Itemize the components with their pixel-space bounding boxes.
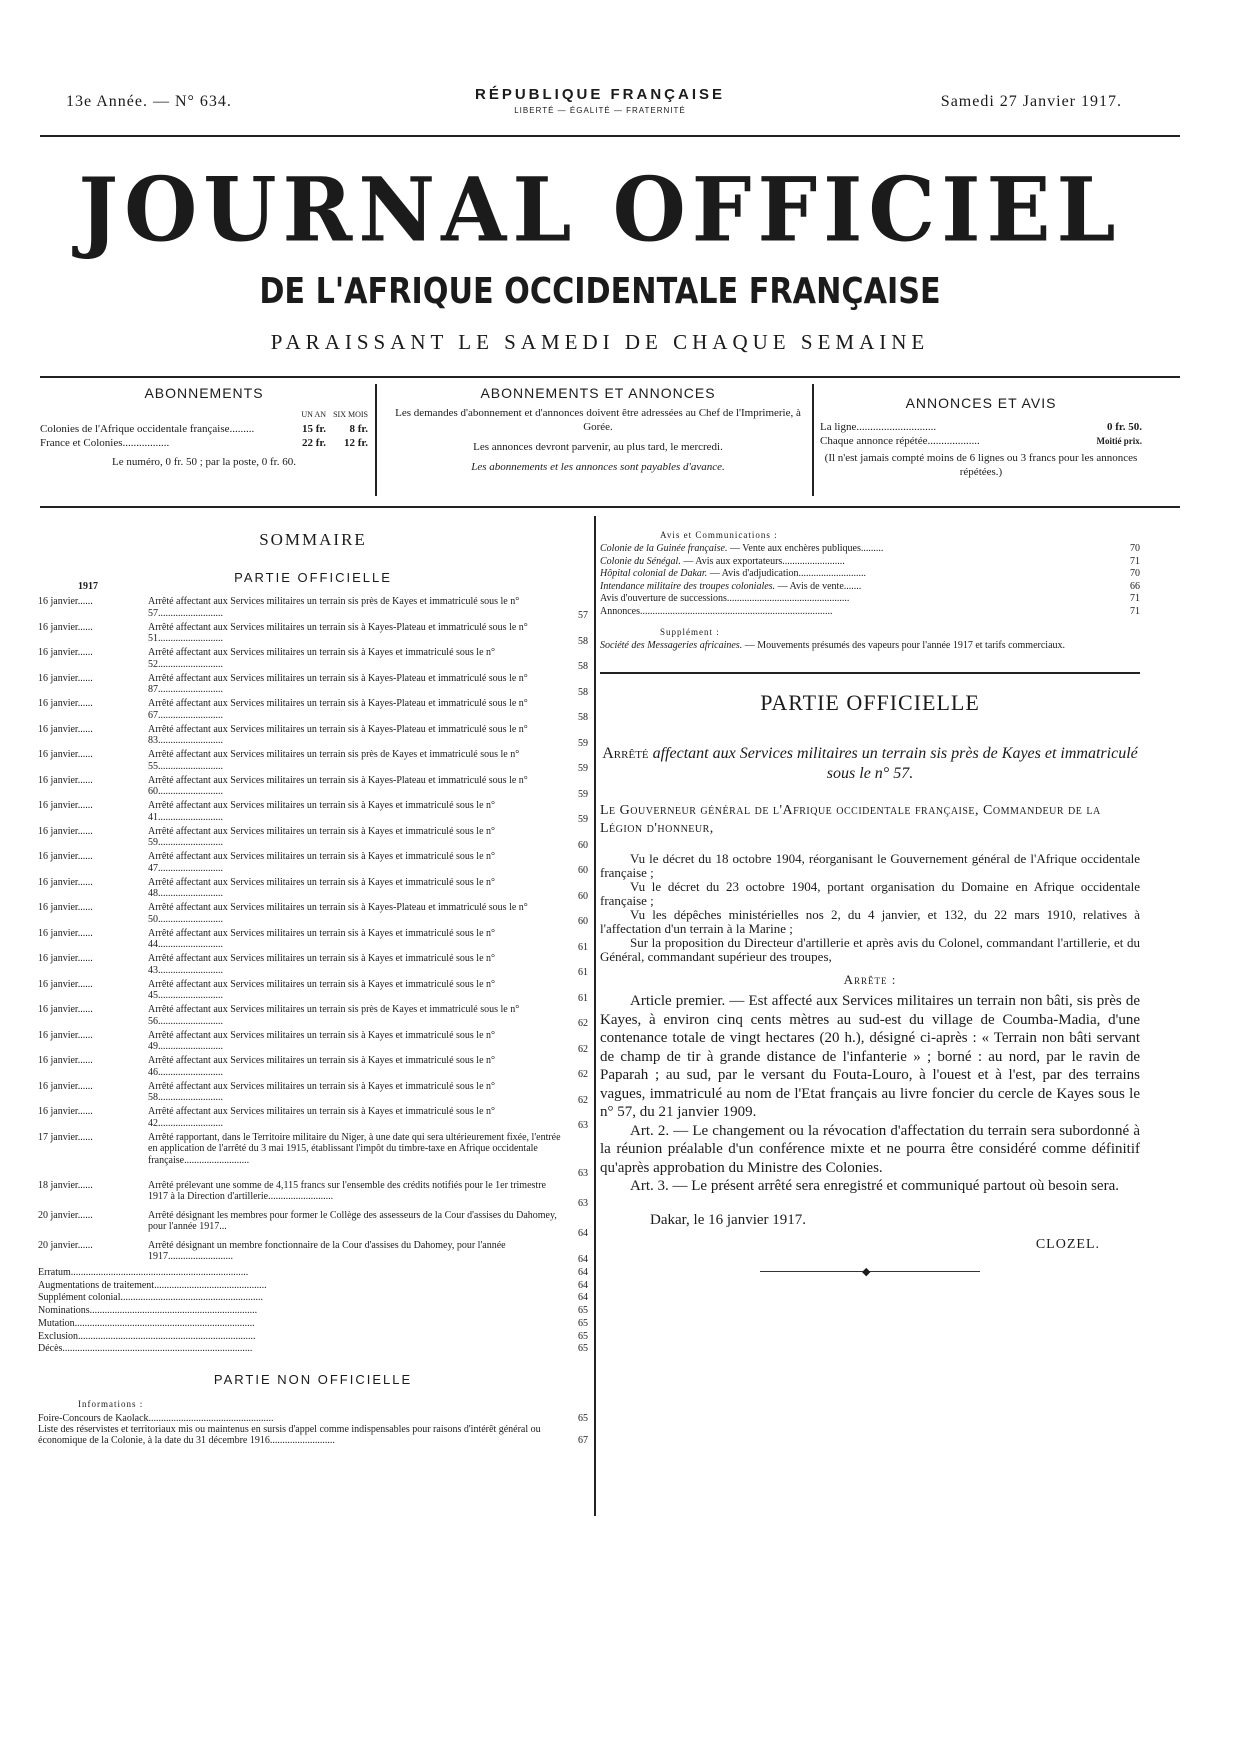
information-text: Liste des réservistes et territoriaux mis ou maintenus en sursis d'appel comme indispensables pour raisons d'intérêt général ou économique de la Colonie, à la date du 31 décembre 1916.......................... bbox=[38, 1423, 541, 1446]
sommaire-entry bbox=[38, 749, 588, 775]
sommaire-entry-text: Arrêté affectant aux Services militaires un terrain sis à Kayes et immatriculé sous le n° 43.......................... bbox=[148, 953, 496, 976]
sommaire-entry-text: Arrêté désignant les membres pour former le Collège des assesseurs de la Cour d'assises du Dahomey, pour l'année 1917... bbox=[148, 1209, 557, 1232]
sommaire-entry bbox=[38, 877, 588, 903]
sommaire-entry-date: 16 janvier...... bbox=[38, 851, 93, 862]
sommaire-entry bbox=[38, 1055, 588, 1081]
sommaire-entry bbox=[38, 1132, 588, 1180]
avis-entry bbox=[600, 568, 1140, 581]
sommaire-entry-text: Arrêté affectant aux Services militaires un terrain sis à Kayes-Plateau et immatriculé sous le n° 83.......................... bbox=[148, 723, 528, 746]
avis-entry-page: 71 bbox=[1130, 593, 1140, 605]
republic-heading: RÉPUBLIQUE FRANÇAISE bbox=[474, 86, 725, 103]
sommaire-entry bbox=[38, 928, 588, 954]
issue-price-note: Le numéro, 0 fr. 50 ; par la poste, 0 fr. 60. bbox=[112, 456, 296, 468]
ads-heading: ANNONCES ET AVIS bbox=[905, 395, 1057, 411]
sommaire-entry-page: 60 bbox=[578, 916, 588, 927]
avis-entry-page: 71 bbox=[1130, 605, 1140, 617]
sommaire-entry-text: Arrêté affectant aux Services militaires un terrain sis à Kayes et immatriculé sous le n° 41.......................... bbox=[148, 800, 496, 823]
sommaire-entry bbox=[38, 953, 588, 979]
sommaire-entry-page: 63 bbox=[578, 1198, 588, 1209]
sommaire-entry-date: 16 janvier...... bbox=[38, 1080, 93, 1092]
avis-entry-lead: Colonie de la Guinée française. bbox=[600, 543, 728, 554]
sommaire-entry bbox=[38, 673, 588, 699]
sommaire-entry-text: Arrêté rapportant, dans le Territoire militaire du Niger, à une date qui sera ultérieurement fixée, l'entrée en application de l'arrêté du 3 mai 1915, établissant l'impôt du timbre-taxe en Afrique occidentale française.......................... bbox=[148, 1131, 561, 1166]
sommaire-entry-page: 61 bbox=[578, 967, 588, 978]
sommaire-entry-page: 64 bbox=[578, 1228, 588, 1239]
sommaire-entry-date: 16 janvier...... bbox=[38, 647, 93, 658]
partie-officielle-title: PARTIE OFFICIELLE bbox=[760, 690, 980, 716]
sommaire-entry-date: 16 janvier...... bbox=[38, 876, 93, 888]
sommaire-entry-date: 16 janvier...... bbox=[38, 902, 93, 913]
article-3: Art. 3. — Le présent arrêté sera enregistré et communiqué partout où besoin sera. bbox=[630, 1178, 1119, 1195]
subscriptions-row-year-price: 22 fr. bbox=[301, 437, 326, 449]
sommaire-entry-text: Arrêté affectant aux Services militaires un terrain sis à Kayes et immatriculé sous le n° 52.......................... bbox=[148, 647, 496, 670]
sommaire-entry-text: Arrêté affectant aux Services militaires un terrain sis à Kayes-Plateau et immatriculé sous le n° 50.......................... bbox=[148, 902, 528, 925]
sommaire-entry bbox=[38, 1030, 588, 1056]
sommaire-entry-page: 62 bbox=[578, 1043, 588, 1055]
subscriptions-row-halfyear-price: 8 fr. bbox=[349, 423, 368, 435]
consideration: Vu les dépêches ministérielles nos 2, du 4 janvier, et 132, du 22 mars 1910, relatives à l'affectation d'un terrain à la Marine ; bbox=[600, 907, 1140, 937]
sommaire-entry-page: 60 bbox=[578, 890, 588, 902]
sommaire-entry bbox=[38, 902, 588, 928]
avis-entry bbox=[600, 593, 1140, 606]
sommaire-entry-page: 60 bbox=[578, 839, 588, 851]
sommaire-entry-date: 16 janvier...... bbox=[38, 800, 93, 811]
sommaire-misc-page: 65 bbox=[578, 1330, 588, 1342]
sommaire-entry-date: 16 janvier...... bbox=[38, 698, 93, 709]
information-page: 67 bbox=[578, 1434, 588, 1446]
sommaire-entry-text: Arrêté prélevant une somme de 4,115 francs sur l'ensemble des crédits notifiés pour le 1er trimestre 1917 à la Direction d'artillerie.......................... bbox=[148, 1179, 546, 1202]
sommaire-title: SOMMAIRE bbox=[259, 530, 367, 549]
sommaire-partie-non-officielle: PARTIE NON OFFICIELLE bbox=[213, 1371, 413, 1387]
sommaire-misc-page: 65 bbox=[578, 1343, 588, 1355]
sommaire-entry-date: 17 janvier...... bbox=[38, 1131, 93, 1143]
sommaire-entry-page: 61 bbox=[578, 992, 588, 1004]
sommaire-entry bbox=[38, 596, 588, 622]
sommaire-entry-text: Arrêté affectant aux Services militaires un terrain sis à Kayes et immatriculé sous le n° 45.......................... bbox=[148, 978, 496, 1001]
subscriptions-row-year-price: 15 fr. bbox=[301, 423, 326, 435]
sommaire-entry-page: 58 bbox=[578, 661, 588, 672]
sommaire-entry-date: 16 janvier...... bbox=[38, 1055, 93, 1066]
supplement-entry bbox=[600, 640, 1140, 653]
sommaire-misc-page: 64 bbox=[578, 1279, 588, 1291]
ads-box bbox=[820, 386, 1142, 496]
sommaire-entry-date: 16 janvier...... bbox=[38, 1106, 93, 1117]
sommaire-entry-text: Arrêté affectant aux Services militaires un terrain sis à Kayes et immatriculé sous le n° 49.......................... bbox=[148, 1029, 496, 1052]
sommaire-entry-text: Arrêté affectant aux Services militaires un terrain sis à Kayes-Plateau et immatriculé sous le n° 87.......................... bbox=[148, 672, 528, 695]
sommaire-entry-date: 16 janvier...... bbox=[38, 1029, 93, 1041]
avis-entry-lead: Hôpital colonial de Dakar. bbox=[600, 568, 708, 580]
sommaire-year: 1917 bbox=[78, 581, 98, 592]
sommaire-entry-page: 58 bbox=[578, 712, 588, 723]
republic-motto: LIBERTÉ — ÉGALITÉ — FRATERNITÉ bbox=[514, 106, 686, 115]
issue-number: 13e Année. — N° 634. bbox=[66, 93, 232, 110]
sommaire-entry bbox=[38, 979, 588, 1005]
signature: CLOZEL. bbox=[1035, 1236, 1100, 1252]
sommaire-entry-text: Arrêté affectant aux Services militaires un terrain sis à Kayes-Plateau et immatriculé sous le n° 60.......................... bbox=[148, 774, 528, 797]
sommaire-misc-entry bbox=[38, 1280, 588, 1293]
sommaire-entry bbox=[38, 1210, 588, 1240]
sommaire-misc-text: Supplément colonial......................................................... bbox=[38, 1292, 263, 1304]
sommaire-entry bbox=[38, 622, 588, 648]
ads-row-label: La ligne............................. bbox=[820, 421, 937, 433]
summary-rule bbox=[600, 672, 1140, 674]
avis-entry-page: 71 bbox=[1130, 555, 1140, 567]
sommaire-entry-text: Arrêté affectant aux Services militaires un terrain sis près de Kayes et immatriculé sous le n° 55.......................... bbox=[148, 749, 520, 772]
avis-entry-text: — Avis de vente....... bbox=[775, 580, 862, 592]
ornament-glyph: ◆ bbox=[862, 1264, 871, 1278]
sommaire-misc-entry bbox=[38, 1267, 588, 1280]
sommaire-misc-entry bbox=[38, 1343, 588, 1356]
informations-heading: Informations : bbox=[78, 1398, 144, 1409]
sommaire-entry bbox=[38, 1081, 588, 1107]
information-text: Foire-Concours de Kaolack.................................................. bbox=[38, 1412, 274, 1424]
sommaire-entry-date: 16 janvier...... bbox=[38, 1004, 93, 1015]
avis-entry-text: — Avis aux exportateurs......................... bbox=[680, 555, 845, 567]
sommaire-entry-text: Arrêté affectant aux Services militaires un terrain sis à Kayes et immatriculé sous le n° 47.......................... bbox=[148, 851, 496, 874]
consideration: Sur la proposition du Directeur d'artillerie et après avis du Colonel, commandant l'artillerie, et du Général, commandant supérieur des troupes, bbox=[600, 935, 1140, 965]
sommaire-entry-text: Arrêté affectant aux Services militaires un terrain sis à Kayes et immatriculé sous le n° 42.......................... bbox=[148, 1106, 496, 1129]
subscriptions-col-headers bbox=[40, 408, 368, 422]
governor-preamble: Le Gouverneur général de l'Afrique occidentale française, Commandeur de la Légion d'honneur, bbox=[600, 803, 1101, 837]
sommaire-entry-date: 16 janvier...... bbox=[38, 978, 93, 990]
avis-entry-text: Annonces............................................................................. bbox=[600, 605, 833, 617]
ads-row-label: Chaque annonce répétée................... bbox=[820, 435, 980, 447]
end-ornament bbox=[760, 1264, 980, 1280]
sommaire-entry-page: 59 bbox=[578, 763, 588, 774]
sommaire-misc-text: Augmentations de traitement............................................. bbox=[38, 1279, 267, 1291]
sommaire-entry bbox=[38, 775, 588, 801]
avis-entry bbox=[600, 581, 1140, 594]
sommaire-entry-date: 20 janvier...... bbox=[38, 1209, 93, 1221]
information-page: 65 bbox=[578, 1412, 588, 1424]
article-2: Art. 2. — Le changement ou la révocation d'affectation du terrain sera subordonné à la réunion préalable d'un conférence mixte et ne pourra être considéré comme définitif qu'après approbation du Ministre des Colonies. bbox=[600, 1122, 1140, 1176]
sommaire-entry bbox=[38, 826, 588, 852]
sommaire-entry bbox=[38, 698, 588, 724]
sommaire-entry-page: 63 bbox=[578, 1120, 588, 1131]
avis-entry-text-wrap bbox=[600, 556, 1110, 569]
sommaire-entry-text: Arrêté affectant aux Services militaires un terrain sis près de Kayes et immatriculé sous le n° 57.......................... bbox=[148, 596, 520, 619]
avis-entry-text-wrap bbox=[600, 543, 1110, 556]
ads-row-repeat bbox=[820, 434, 1142, 448]
sommaire-entry-text: Arrêté affectant aux Services militaires un terrain sis à Kayes et immatriculé sous le n° 46.......................... bbox=[148, 1055, 496, 1078]
sommaire-entry-date: 16 janvier...... bbox=[38, 774, 93, 786]
box-divider bbox=[375, 384, 377, 496]
subscriptions-row-halfyear-price: 12 fr. bbox=[343, 437, 368, 449]
sommaire-column bbox=[38, 526, 588, 1446]
avis-heading: Avis et Communications : bbox=[660, 530, 778, 540]
box-divider bbox=[812, 384, 814, 496]
avis-entry-text-wrap bbox=[600, 568, 1110, 581]
sommaire-entry-date: 16 janvier...... bbox=[38, 596, 93, 607]
sommaire-entry-date: 18 janvier...... bbox=[38, 1179, 93, 1191]
avis-entry-page: 66 bbox=[1130, 580, 1140, 592]
subscriptions-row-label: France et Colonies................. bbox=[40, 437, 170, 449]
avis-entry-text-wrap bbox=[600, 606, 1110, 619]
sommaire-misc-text: Exclusion....................................................................... bbox=[38, 1330, 256, 1342]
subscriptions-row-label: Colonies de l'Afrique occidentale française......... bbox=[40, 423, 255, 435]
avis-entry-lead: Intendance militaire des troupes coloniales. bbox=[600, 580, 776, 592]
arrete-title-lead: Arrêté bbox=[602, 745, 649, 763]
ads-row-value: Moitié prix. bbox=[1096, 436, 1142, 446]
subscriptions-halfyear-header: SIX MOIS bbox=[333, 410, 368, 419]
sommaire-entry-page: 64 bbox=[578, 1253, 588, 1265]
journal-title: JOURNAL OFFICIEL bbox=[78, 157, 1122, 262]
sommaire-entry-text: Arrêté affectant aux Services militaires un terrain sis à Kayes-Plateau et immatriculé sous le n° 67.......................... bbox=[148, 698, 528, 721]
arrete-title bbox=[600, 744, 1140, 784]
sommaire-entry-page: 58 bbox=[578, 686, 588, 698]
article-1: Article premier. — Est affecté aux Services militaires un terrain non bâti, sis près de Kayes, à environ cinq cents mètres au sud-est du village de Coumba-Madia, d'une contenance totale de vingt hectares (20 h.), désigné ci-après : « Terrain non bâti servant de champ de tir à grande distance de l'infanterie » ; borné : au nord, par le ravin de Paparah ; au sud, par le versant du Fouta-Louro, à l'ouest et à l'est, par des terrains vagues, immatriculé au nom de l'Etat français au livre foncier du cercle de Kayes sous le n° 57, du 21 janvier 1909. bbox=[600, 993, 1140, 1121]
sommaire-entry-date: 16 janvier...... bbox=[38, 723, 93, 735]
sommaire-entry-text: Arrêté désignant un membre fonctionnaire de la Cour d'assises du Dahomey, pour l'année 1917.......................... bbox=[148, 1239, 506, 1262]
sommaire-misc-page: 64 bbox=[578, 1267, 588, 1278]
arrete-title-text: affectant aux Services militaires un terrain sis près de Kayes et immatriculé sous le n° 57. bbox=[652, 745, 1138, 783]
sommaire-misc-entry bbox=[38, 1318, 588, 1331]
sommaire-entry-page: 63 bbox=[578, 1168, 588, 1179]
sommaire-entry-page: 60 bbox=[578, 865, 588, 876]
avis-entry-text: — Vente aux enchères publiques......... bbox=[727, 543, 884, 554]
main-column bbox=[600, 526, 1140, 1280]
subs-ads-payment: Les abonnements et les annonces sont payables d'avance. bbox=[471, 461, 725, 473]
sommaire-entry-page: 59 bbox=[578, 737, 588, 749]
sommaire-entry-date: 16 janvier...... bbox=[38, 749, 93, 760]
avis-entry-page: 70 bbox=[1130, 543, 1140, 554]
sommaire-entry bbox=[38, 1240, 588, 1266]
sommaire-misc-page: 65 bbox=[578, 1305, 588, 1317]
sommaire-entry-date: 16 janvier...... bbox=[38, 825, 93, 837]
sommaire-misc-list bbox=[38, 1267, 588, 1356]
sommaire-entry-page: 59 bbox=[578, 788, 588, 800]
consideration: Vu le décret du 18 octobre 1904, réorganisant le Gouvernement général de l'Afrique occidentale française ; bbox=[600, 851, 1140, 881]
sommaire-misc-page: 64 bbox=[578, 1292, 588, 1304]
subscriptions-row-france bbox=[40, 436, 368, 450]
subscriptions-heading: ABONNEMENTS bbox=[144, 385, 264, 401]
subscriptions-year-header: UN AN bbox=[301, 410, 326, 419]
sommaire-entry-date: 16 janvier...... bbox=[38, 672, 93, 684]
supplement-heading: Supplément : bbox=[660, 626, 720, 637]
sommaire-entry-page: 62 bbox=[578, 1094, 588, 1106]
supplement-text: — Mouvements présumés des vapeurs pour l'année 1917 et tarifs commerciaux. bbox=[742, 639, 1066, 651]
supplement-lead: Société des Messageries africaines. bbox=[600, 639, 743, 651]
subs-ads-heading: ABONNEMENTS ET ANNONCES bbox=[480, 385, 716, 401]
avis-entry bbox=[600, 556, 1140, 569]
sommaire-entry-text: Arrêté affectant aux Services militaires un terrain sis à Kayes et immatriculé sous le n° 44.......................... bbox=[148, 927, 496, 950]
avis-entry-text-wrap bbox=[600, 581, 1110, 594]
sommaire-entry bbox=[38, 1106, 588, 1132]
sommaire-partie-officielle: PARTIE OFFICIELLE bbox=[234, 570, 392, 585]
information-entry bbox=[38, 1413, 588, 1424]
column-divider bbox=[594, 516, 596, 1516]
arrete-word: Arrête : bbox=[843, 972, 897, 988]
informations-list bbox=[38, 1413, 588, 1446]
sommaire-misc-page: 65 bbox=[578, 1317, 588, 1329]
sommaire-misc-entry bbox=[38, 1331, 588, 1344]
sommaire-entry-text: Arrêté affectant aux Services militaires un terrain sis à Kayes et immatriculé sous le n° 48.......................... bbox=[148, 876, 496, 899]
subs-ads-address: Les demandes d'abonnement et d'annonces doivent être adressées au Chef de l'Imprimerie, à Gorée. bbox=[395, 407, 801, 433]
avis-entry-text: — Avis d'adjudication........................... bbox=[707, 568, 867, 580]
publication-frequency: PARAISSANT LE SAMEDI DE CHAQUE SEMAINE bbox=[270, 330, 930, 354]
sommaire-entry bbox=[38, 724, 588, 750]
sommaire-entry-date: 16 janvier...... bbox=[38, 621, 93, 633]
sommaire-entry-page: 58 bbox=[578, 635, 588, 647]
sommaire-entry bbox=[38, 647, 588, 673]
sommaire-entry bbox=[38, 1004, 588, 1030]
ads-row-value: 0 fr. 50. bbox=[1106, 421, 1142, 433]
avis-entry bbox=[600, 543, 1140, 556]
sommaire-entry bbox=[38, 851, 588, 877]
considerations-list bbox=[600, 852, 1140, 964]
sommaire-list bbox=[38, 596, 588, 1265]
sommaire-entry-date: 16 janvier...... bbox=[38, 927, 93, 939]
avis-entry-text-wrap bbox=[600, 593, 1110, 606]
sommaire-entry-date: 20 janvier...... bbox=[38, 1239, 93, 1251]
journal-subtitle: DE L'AFRIQUE OCCIDENTALE FRANÇAISE bbox=[259, 271, 941, 312]
subscriptions-row-colonies bbox=[40, 422, 368, 436]
consideration: Vu le décret du 23 octobre 1904, portant organisation du Domaine en Afrique occidentale française ; bbox=[600, 879, 1140, 909]
avis-entry-page: 70 bbox=[1130, 568, 1140, 580]
sommaire-entry-text: Arrêté affectant aux Services militaires un terrain sis à Kayes et immatriculé sous le n° 58.......................... bbox=[148, 1080, 496, 1103]
ads-row-line bbox=[820, 420, 1142, 434]
subs-ads-box bbox=[384, 386, 812, 496]
information-entry bbox=[38, 1424, 588, 1446]
sommaire-entry-page: 57 bbox=[578, 610, 588, 621]
header-rule bbox=[40, 376, 1180, 378]
sommaire-entry-page: 59 bbox=[578, 814, 588, 825]
sommaire-entry-date: 16 janvier...... bbox=[38, 953, 93, 964]
avis-entry-text: Avis d'ouverture de successions................................................. bbox=[600, 593, 850, 605]
sommaire-entry-page: 62 bbox=[578, 1069, 588, 1080]
issue-date: Samedi 27 Janvier 1917. bbox=[940, 93, 1122, 110]
sommaire-misc-text: Mutation........................................................................ bbox=[38, 1317, 255, 1329]
masthead-rule bbox=[40, 135, 1180, 137]
sommaire-misc-entry bbox=[38, 1292, 588, 1305]
avis-list bbox=[600, 543, 1140, 619]
sommaire-entry-text: Arrêté affectant aux Services militaires un terrain sis à Kayes et immatriculé sous le n° 59.......................... bbox=[148, 825, 496, 848]
sommaire-entry-text: Arrêté affectant aux Services militaires un terrain sis à Kayes-Plateau et immatriculé sous le n° 51.......................... bbox=[148, 621, 528, 644]
ads-note: (Il n'est jamais compté moins de 6 lignes ou 3 francs pour les annonces répétées.) bbox=[824, 452, 1138, 478]
boxes-rule bbox=[40, 506, 1180, 508]
sommaire-misc-text: Décès............................................................................ bbox=[38, 1343, 253, 1355]
sommaire-entry-page: 62 bbox=[578, 1018, 588, 1029]
sommaire-entry bbox=[38, 1180, 588, 1210]
sommaire-misc-entry bbox=[38, 1305, 588, 1318]
avis-entry-lead: Colonie du Sénégal. bbox=[600, 555, 681, 567]
sommaire-entry bbox=[38, 800, 588, 826]
sommaire-entry-page: 61 bbox=[578, 941, 588, 953]
sommaire-entry-text: Arrêté affectant aux Services militaires un terrain sis près de Kayes et immatriculé sous le n° 56.......................... bbox=[148, 1004, 520, 1027]
subs-ads-deadline: Les annonces devront parvenir, au plus tard, le mercredi. bbox=[473, 441, 723, 453]
avis-entry bbox=[600, 606, 1140, 619]
subscriptions-box bbox=[40, 386, 368, 496]
sommaire-misc-text: Erratum....................................................................... bbox=[38, 1267, 249, 1278]
place-date: Dakar, le 16 janvier 1917. bbox=[650, 1211, 807, 1228]
sommaire-misc-text: Nominations................................................................... bbox=[38, 1305, 258, 1317]
